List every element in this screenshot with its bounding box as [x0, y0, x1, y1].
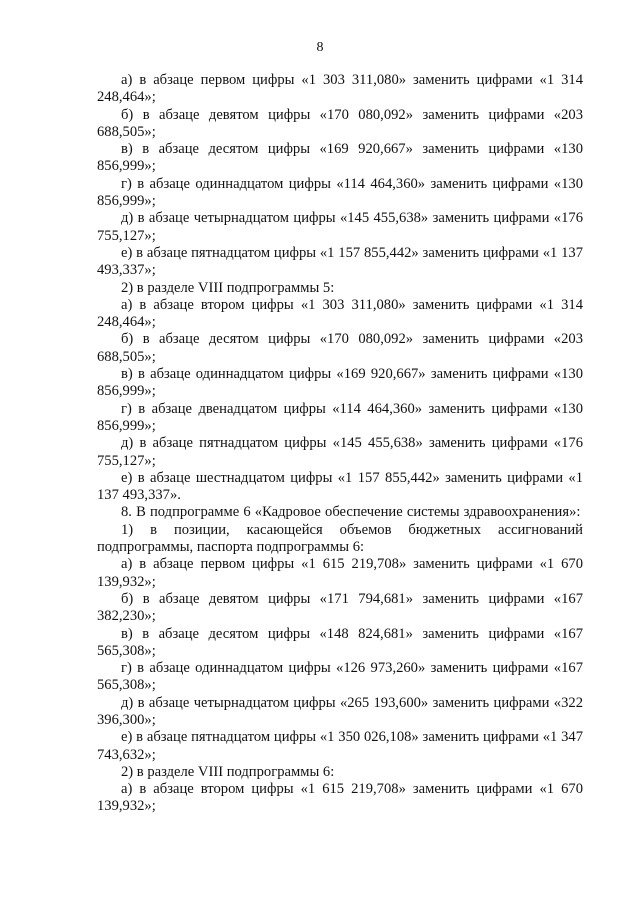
paragraph: б) в абзаце десятом цифры «170 080,092» заменить цифрами «203 688,505»; [97, 331, 583, 365]
paragraph: г) в абзаце одиннадцатом цифры «126 973,260» заменить цифрами «167 565,308»; [97, 660, 583, 694]
paragraph: д) в абзаце четырнадцатом цифры «145 455,638» заменить цифрами «176 755,127»; [97, 210, 583, 244]
paragraph: г) в абзаце двенадцатом цифры «114 464,360» заменить цифрами «130 856,999»; [97, 400, 583, 434]
page-number: 8 [316, 40, 324, 55]
paragraph: б) в абзаце девятом цифры «171 794,681» заменить цифрами «167 382,230»; [97, 590, 583, 625]
paragraph: д) в абзаце пятнадцатом цифры «145 455,638» заменить цифрами «176 755,127»; [97, 435, 583, 469]
paragraph: а) в абзаце втором цифры «1 303 311,080» заменить цифрами «1 314 248,464»; [97, 296, 583, 331]
paragraph: е) в абзаце шестнадцатом цифры «1 157 855,442» заменить цифрами «1 137 493,337». [97, 469, 583, 504]
paragraph: д) в абзаце четырнадцатом цифры «265 193,600» заменить цифрами «322 396,300»; [97, 694, 583, 728]
document-body [97, 72, 583, 816]
paragraph: 2) в разделе VIII подпрограммы 5: [121, 279, 335, 296]
paragraph: 2) в разделе VIII подпрограммы 6: [121, 763, 335, 780]
paragraph: а) в абзаце первом цифры «1 615 219,708» заменить цифрами «1 670 139,932»; [97, 556, 583, 590]
paragraph: в) в абзаце одиннадцатом цифры «169 920,667» заменить цифрами «130 856,999»; [97, 366, 583, 400]
paragraph: е) в абзаце пятнадцатом цифры «1 157 855,442» заменить цифрами «1 137 493,337»; [97, 244, 583, 279]
paragraph: г) в абзаце одиннадцатом цифры «114 464,360» заменить цифрами «130 856,999»; [97, 175, 583, 210]
paragraph: а) в абзаце первом цифры «1 303 311,080» заменить цифрами «1 314 248,464»; [97, 72, 583, 106]
paragraph: а) в абзаце втором цифры «1 615 219,708» заменить цифрами «1 670 139,932»; [97, 781, 583, 815]
paragraph: б) в абзаце девятом цифры «170 080,092» заменить цифрами «203 688,505»; [97, 106, 583, 140]
paragraph: 1) в позиции, касающейся объемов бюджетных ассигнований подпрограммы, паспорта подпрограммы 6: [97, 521, 583, 556]
paragraph: в) в абзаце десятом цифры «169 920,667» заменить цифрами «130 856,999»; [97, 141, 583, 175]
section-heading: 8. В подпрограмме 6 «Кадровое обеспечение системы здравоохранения»: [121, 504, 581, 521]
paragraph: е) в абзаце пятнадцатом цифры «1 350 026,108» заменить цифрами «1 347 743,632»; [97, 729, 583, 763]
paragraph: в) в абзаце десятом цифры «148 824,681» заменить цифрами «167 565,308»; [97, 625, 583, 659]
